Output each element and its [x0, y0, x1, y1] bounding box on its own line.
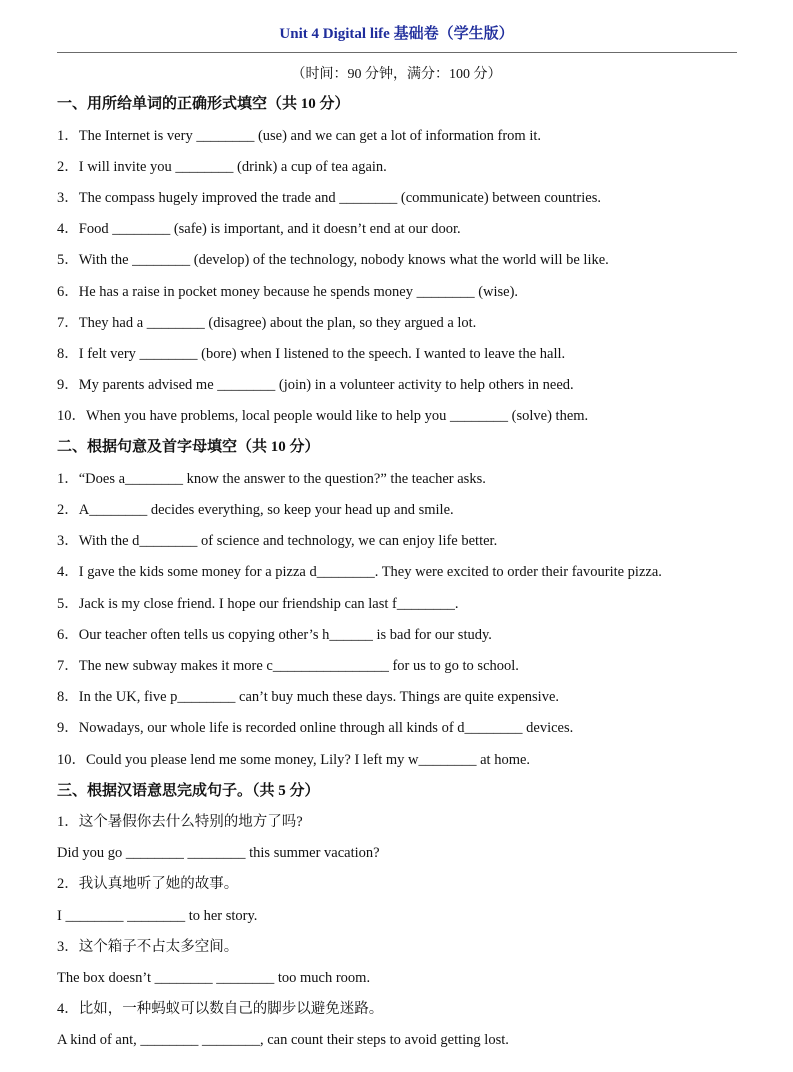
section-2-question: 7．The new subway makes it more c________________ for us to go to school.	[57, 658, 519, 674]
page-title: Unit 4 Digital life 基础卷（学生版）	[279, 26, 514, 42]
section-2-question: 6．Our teacher often tells us copying other’s h______ is bad for our study.	[57, 627, 492, 643]
section-1-question: 5．With the ________ (develop) of the technology, nobody knows what the world will be like.	[57, 252, 609, 268]
section-3-prompt: 1．这个暑假你去什么特别的地方了吗?	[57, 814, 303, 830]
section-2-question: 9．Nowadays, our whole life is recorded online through all kinds of d________ devices.	[57, 720, 574, 736]
section-2-question: 4．I gave the kids some money for a pizza d________. They were excited to order their favourite pizza.	[57, 564, 662, 580]
section-2-heading: 二、根据句意及首字母填空（共 10 分）	[57, 439, 320, 455]
section-3-prompt: 4．比如，一种蚂蚁可以数自己的脚步以避免迷路。	[57, 1001, 384, 1017]
section-1-question: 7．They had a ________ (disagree) about the plan, so they argued a lot.	[57, 315, 477, 331]
title-divider	[57, 52, 737, 53]
section-3-prompt: 2．我认真地听了她的故事。	[57, 876, 239, 892]
section-3-answer-line: Did you go ________ ________ this summer vacation?	[57, 845, 380, 861]
section-2-question: 5．Jack is my close friend. I hope our friendship can last f________.	[57, 596, 459, 612]
section-3-answer-line: The box doesn’t ________ ________ too much room.	[57, 970, 371, 986]
section-2-question: 3．With the d________ of science and technology, we can enjoy life better.	[57, 533, 498, 549]
section-3-answer-line: A kind of ant, ________ ________, can count their steps to avoid getting lost.	[57, 1032, 509, 1048]
section-2-question: 1．“Does a________ know the answer to the question?” the teacher asks.	[57, 471, 486, 487]
section-1-question: 10．When you have problems, local people would like to help you ________ (solve) them.	[57, 408, 589, 424]
section-1-question: 8．I felt very ________ (bore) when I listened to the speech. I wanted to leave the hall.	[57, 346, 566, 362]
section-3-prompt: 3．这个箱子不占太多空间。	[57, 939, 239, 955]
section-1-question: 2．I will invite you ________ (drink) a cup of tea again.	[57, 159, 387, 175]
section-2-question: 10．Could you please lend me some money, Lily? I left my w________ at home.	[57, 752, 531, 768]
section-1-heading: 一、用所给单词的正确形式填空（共 10 分）	[57, 96, 350, 112]
section-2-question: 2．A________ decides everything, so keep your head up and smile.	[57, 502, 454, 518]
section-3-heading: 三、根据汉语意思完成句子。（共 5 分）	[57, 783, 320, 799]
section-1-question: 3．The compass hugely improved the trade and ________ (communicate) between countries.	[57, 190, 601, 206]
section-1-question: 1．The Internet is very ________ (use) and we can get a lot of information from it.	[57, 128, 542, 144]
section-1-question: 6．He has a raise in pocket money because he spends money ________ (wise).	[57, 284, 519, 300]
section-3-answer-line: I ________ ________ to her story.	[57, 908, 258, 924]
section-1-question: 4．Food ________ (safe) is important, and it doesn’t end at our door.	[57, 221, 461, 237]
exam-info: （时间：90 分钟，满分：100 分）	[291, 67, 502, 82]
section-2-question: 8．In the UK, five p________ can’t buy much these days. Things are quite expensive.	[57, 689, 560, 705]
section-1-question: 9．My parents advised me ________ (join) in a volunteer activity to help others in need.	[57, 377, 574, 393]
